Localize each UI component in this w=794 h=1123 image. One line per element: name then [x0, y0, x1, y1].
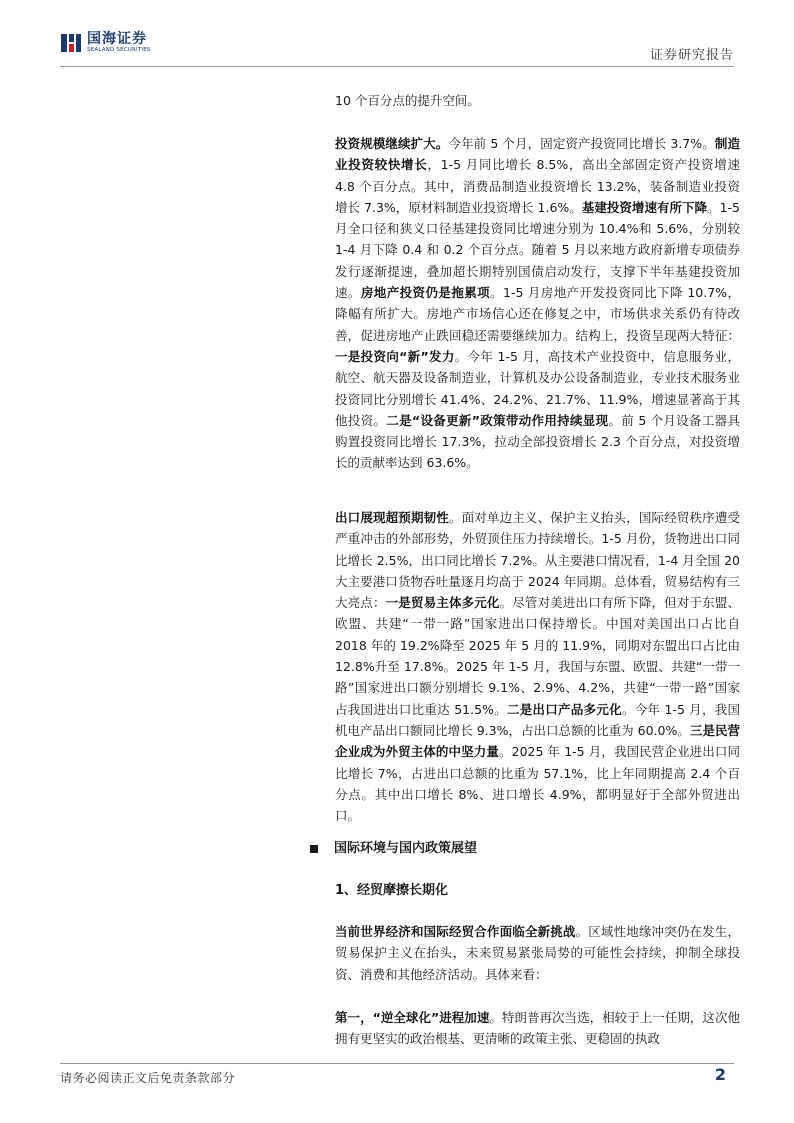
text-run: 。今年 1-5 月，高技术产业投资中，信息服务业，航空、航天器及设备制造业，计算机及办公设备制造业，专业技术服务业投资同比分别增长 41.4%、24.2%、21.7%、11.9%，增速显著高于其他投资。	[335, 348, 740, 428]
text-run: 。1-5 月全口径和狭义口径基建投资同比增速分别为 10.4%和 5.6%，分别较 1-4 月下降 0.4 和 0.2 个百分点。随着 5 月以来地方政府新增专项债券发行逐渐提速，叠加超长期特别国债启动发行，支撑下半年基建投资加速。	[335, 199, 740, 301]
subsection-heading: 1、经贸摩擦长期化	[335, 883, 449, 898]
logo-text-en: SEALAND SECURITIES	[87, 47, 151, 54]
paragraph-deglobalization	[335, 1007, 740, 1050]
body-paragraph	[335, 133, 740, 474]
paragraph-intro-tail	[335, 90, 740, 111]
text-run: 。1-5 月房地产开发投资同比下降 10.7%，降幅有所扩大。房地产市场信心还在修复之中，市场供求关系仍有待改善，促进房地产止跌回稳还需要继续加力。结构上，投资呈现两大特征：	[335, 285, 740, 343]
text-run: 。特朗普再次当选，相较于上一任期，这次他拥有更坚实的政治根基、更清晰的政策主张、更稳固的执政	[335, 1010, 740, 1047]
text-run: 。尽管对美进出口有所下降，但对于东盟、欧盟、共建“一带一路”国家进出口保持增长。中国对美国出口占比自 2018 年的 19.2%降至 2025 年 5 月的 11.9%，同期对东盟出口占比由 12.8%升至 17.8%。2025 年 1-5 月，我国与东盟、欧盟、共建“一带一路”国家进出口额分别增长 9.1%、2.9%、4.2%，共建“一带一路”国家占我国进出口比重达 51.5%。	[335, 595, 740, 717]
text-run: 。今年 1-5 月，我国机电产品出口额同比增长 9.3%，占出口总额的比重为 60.0%。	[335, 701, 740, 738]
body-paragraph	[335, 90, 740, 111]
bold-run: 出口展现超预期韧性	[335, 510, 449, 525]
bold-run: 二是出口产品多元化	[506, 701, 622, 717]
bold-run: 三是民营企业成为外贸主体的中坚力量	[335, 722, 740, 760]
bold-run: 一是贸易主体多元化	[385, 595, 500, 611]
bold-run: 基建投资增速有所下降	[581, 199, 708, 215]
section-heading-text: 国际环境与国内政策展望	[334, 841, 478, 856]
bold-run: 投资规模继续扩大。	[335, 136, 449, 151]
text-run: 今年前 5 个月，固定资产投资同比增长 3.7%。	[448, 136, 715, 151]
body-paragraph	[335, 921, 740, 985]
square-bullet-icon	[310, 845, 318, 853]
text-run: 。面对单边主义、保护主义抬头，国际经贸秩序遭受严重冲击的外部形势，外贸顶住压力持续增长。1-5 月份，货物进出口同比增长 2.5%，出口同比增长 7.2%。从主要港口情况看，1-4 月全国 20 大主要港口货物吞吐量逐月均高于 2024 年同期。总体看，贸易结构有三大亮点：	[335, 510, 740, 611]
bold-run: 制造业投资较快增长	[335, 136, 740, 173]
bold-run: 当前世界经济和国际经贸合作面临全新挑战	[335, 924, 576, 939]
bold-run: 第一，“逆全球化”进程加速	[335, 1010, 490, 1025]
body-paragraph	[335, 1007, 740, 1050]
footer-divider	[60, 1063, 734, 1064]
bold-run: 二是“设备更新”政策带动作用持续显现	[386, 412, 609, 428]
logo-text-cn: 国海证券	[87, 31, 147, 48]
paragraph-investment	[335, 133, 740, 474]
disclaimer-text: 请务必阅读正文后免责条款部分	[60, 1071, 236, 1085]
text-run: 。区域性地缘冲突仍在发生，贸易保护主义在抬头，未来贸易紧张局势的可能性会持续，抑制全球投资、消费和其他经济活动。具体来看：	[335, 924, 740, 982]
sealand-logo-icon	[60, 32, 82, 54]
report-type-label: 证券研究报告	[649, 48, 734, 63]
page-header	[60, 30, 734, 66]
text-run: ，1-5 月同比增长 8.5%，高出全部固定资产投资增速 4.8 个百分点。其中，消费品制造业投资增长 13.2%，装备制造业投资增长 7.3%，原材料制造业投资增长 1.6%。	[335, 157, 740, 215]
paragraph-exports	[335, 507, 740, 826]
text-run: 。2025 年 1-5 月，我国民营企业进出口同比增长 7%，占进出口总额的比重为 57.1%，比上年同期提高 2.4 个百分点。其中出口增长 8%、进口增长 4.9%，都明显好于全部外贸进出口。	[335, 744, 740, 824]
bold-run: 一是投资向“新”发力	[335, 348, 455, 364]
paragraph-global-challenges	[335, 921, 740, 985]
header-divider	[60, 66, 734, 67]
section-heading	[310, 838, 477, 859]
bold-run: 房地产投资仍是拖累项	[360, 285, 491, 301]
page-number: 2	[714, 1065, 726, 1084]
company-logo	[60, 32, 151, 54]
text-run: 。前 5 个月设备工器具购置投资同比增长 17.3%，拉动全部投资增长 2.3 个百分点，对投资增长的贡献率达到 63.6%。	[335, 412, 740, 471]
body-paragraph	[335, 507, 740, 826]
text-run: 10 个百分点的提升空间。	[335, 93, 480, 108]
